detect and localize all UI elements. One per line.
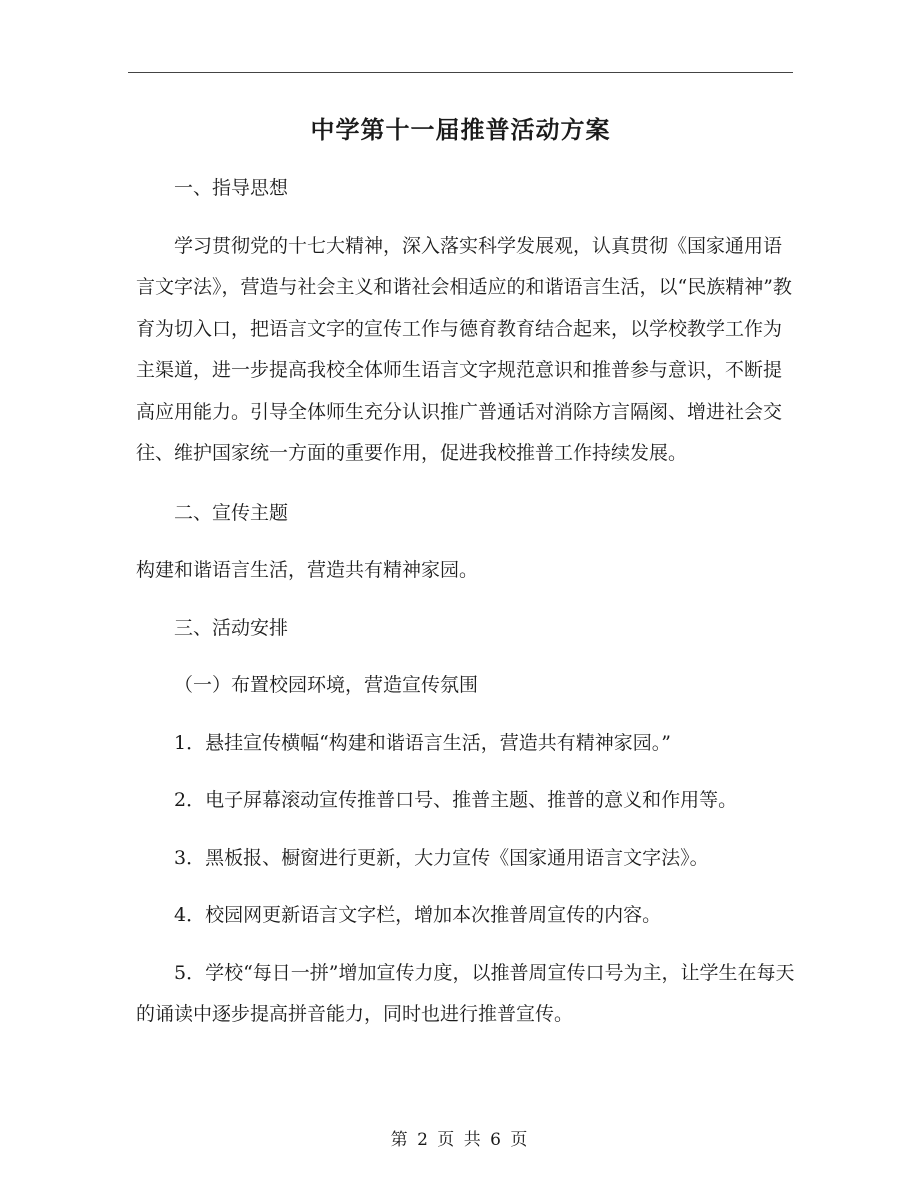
document-title: 中学第十一届推普活动方案	[310, 115, 611, 144]
page-number: 第 2 页 共 6 页	[390, 1130, 530, 1150]
header-rule	[128, 72, 793, 73]
document-body	[136, 168, 796, 1036]
list-item: 3．黑板报、橱窗进行更新，大力宣传《国家通用语言文字法》。	[174, 846, 709, 869]
section-1-paragraph: 学习贯彻党的十七大精神，深入落实科学发展观，认真贯彻《国家通用语言文字法》，营造与社会主义和谐社会相适应的和谐语言生活，以“民族精神”教育为切入口，把语言文字的宣传工作与德育教育结合起来，以学校教学工作为主渠道，进一步提高我校全体师生语言文字规范意识和推普参与意识，不断提高应用能力。引导全体师生充分认识推广普通话对消除方言隔阂、增进社会交往、维护国家统一方面的重要作用，促进我校推普工作持续发展。	[136, 234, 792, 464]
list-item: 5．学校“每日一拼”增加宣传力度，以推普周宣传口号为主，让学生在每天的诵读中逐步提高拼音能力，同时也进行推普宣传。	[136, 961, 795, 1025]
list-item: 1．悬挂宣传横幅“构建和谐语言生活，营造共有精神家园。”	[174, 731, 672, 754]
list-item: 2．电子屏幕滚动宣传推普口号、推普主题、推普的意义和作用等。	[174, 789, 738, 811]
list-item: 4．校园网更新语言文字栏，增加本次推普周宣传的内容。	[174, 904, 662, 926]
section-1-heading: 一、指导思想	[174, 177, 289, 199]
section-3-heading: 三、活动安排	[174, 616, 289, 639]
section-2-paragraph: 构建和谐语言生活，营造共有精神家园。	[136, 559, 479, 581]
section-2-heading: 二、宣传主题	[174, 501, 289, 524]
section-3-subheading: （一）布置校园环境，营造宣传氛围	[174, 674, 479, 696]
